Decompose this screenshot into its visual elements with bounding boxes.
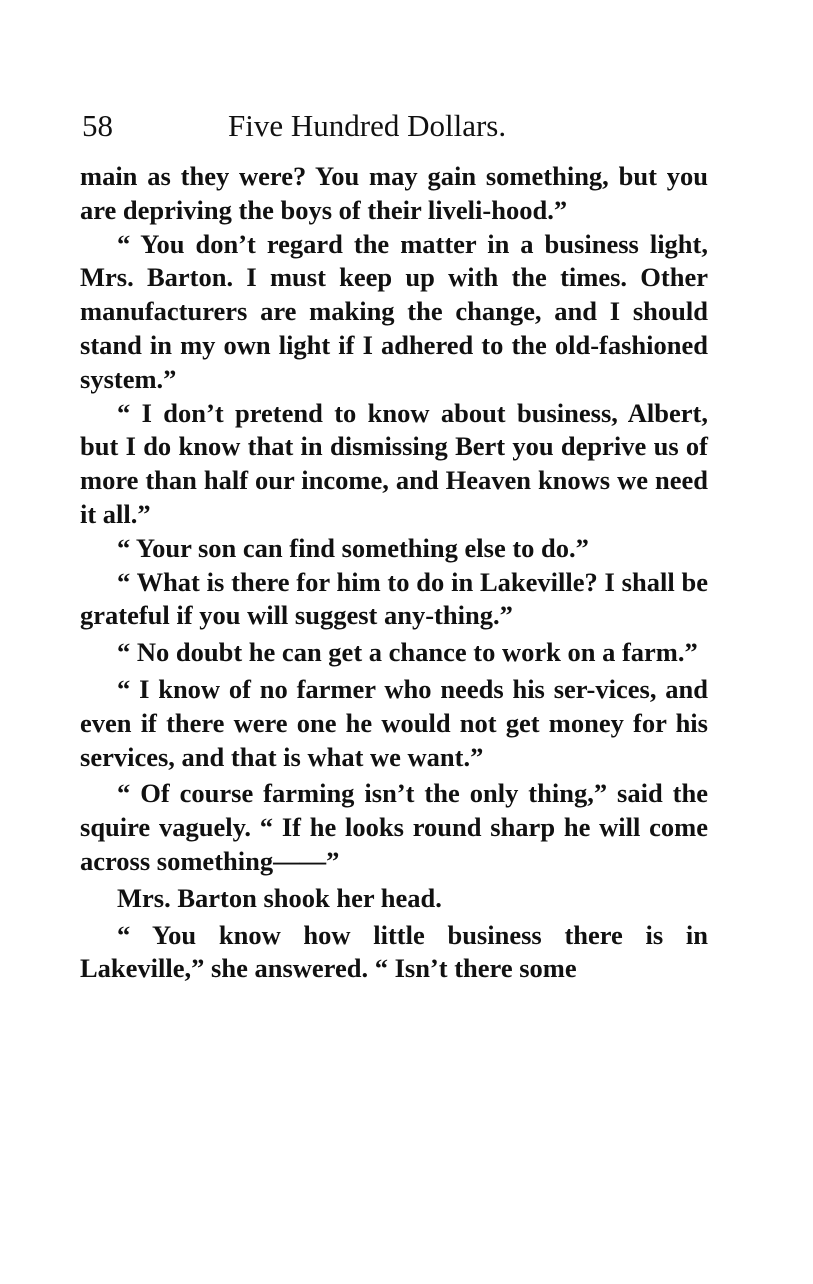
page-number: 58 bbox=[82, 108, 113, 143]
paragraph-2: “ You don’t regard the matter in a business light, Mrs. Barton. I must keep up with the times. Other manufacturers are making the change, and I should stand in my own light if I adhered to the old-fashioned system.” bbox=[80, 228, 708, 394]
paragraph-7: “ I know of no farmer who needs his ser-vices, and even if there were one he would not get money for his services, and that is what we want.” bbox=[80, 673, 708, 772]
paragraph-5: “ What is there for him to do in Lakeville? I shall be grateful if you will suggest any-thing.” bbox=[80, 566, 708, 631]
paragraph-10: “ You know how little business there is in Lakeville,” she answered. “ Isn’t there some bbox=[80, 919, 708, 984]
paragraph-3: “ I don’t pretend to know about business, Albert, but I do know that in dismissing Bert you deprive us of more than half our income, and Heaven knows we need it all.” bbox=[80, 397, 708, 529]
running-title: Five Hundred Dollars. bbox=[228, 108, 507, 143]
body-text bbox=[80, 160, 708, 986]
paragraph-8: “ Of course farming isn’t the only thing,” said the squire vaguely. “ If he looks round sharp he will come across something——” bbox=[80, 778, 708, 876]
page-header bbox=[82, 104, 708, 148]
paragraph-4: “ Your son can find something else to do.” bbox=[117, 532, 589, 563]
paragraph-6: “ No doubt he can get a chance to work on a farm.” bbox=[117, 637, 698, 668]
paragraph-1: main as they were? You may gain something, but you are depriving the boys of their liveli-hood.” bbox=[80, 161, 708, 225]
paragraph-9: Mrs. Barton shook her head. bbox=[117, 882, 442, 913]
